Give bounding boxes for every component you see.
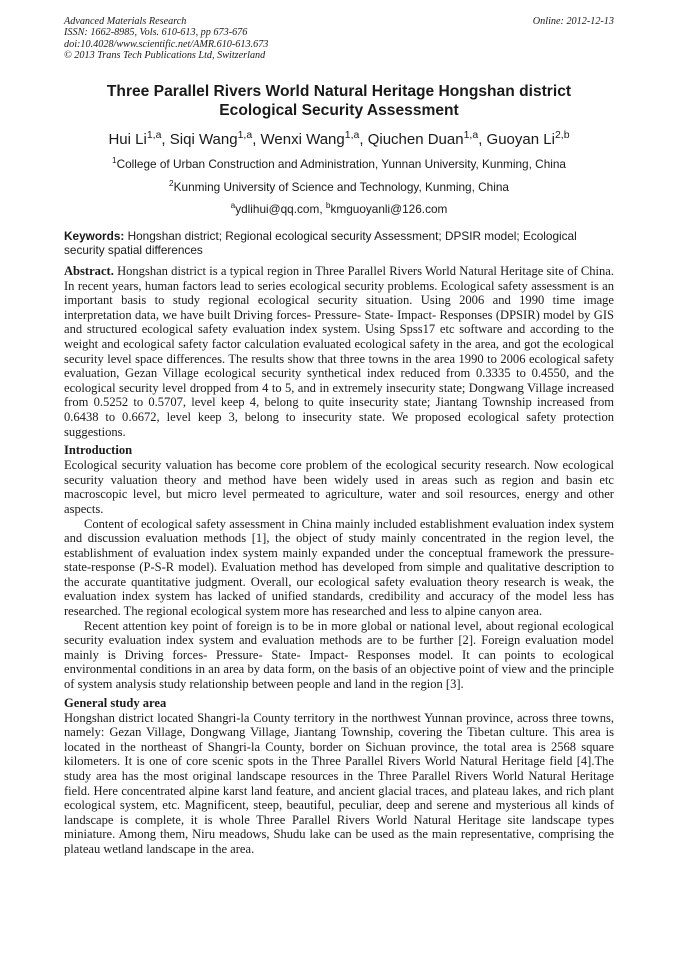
keywords bbox=[64, 229, 614, 257]
paper-title bbox=[64, 82, 614, 120]
author: Hui Li$^{1,a}$ bbox=[108, 129, 162, 148]
paper-body bbox=[64, 264, 614, 857]
author: Siqi Wang$^{1,a}$ bbox=[169, 129, 253, 148]
study-area-section bbox=[64, 695, 614, 857]
affiliation-1: $^1$College of Urban Construction and Administration, Yunnan University, Kunming, China bbox=[112, 156, 566, 171]
journal-name: Advanced Materials Research bbox=[64, 16, 187, 27]
section-heading: Introduction bbox=[64, 443, 133, 458]
abstract-label: Abstract. bbox=[64, 264, 114, 278]
doi-line: doi:10.4028/www.scientific.net/AMR.610-613.673 bbox=[64, 38, 269, 50]
paragraph: Recent attention key point of foreign is to be in more global or national level, about regional ecological security evaluation index system and evaluation methods are to be further [2]. Foreign evaluation model mainly is Driving forces- Pressure- State- Impact- Responses model. It can points to ecological environmental conditions in an area by data form, on the basis of an objective point of view and the principle of system analysis study relationship between people and land in the region [3]. bbox=[64, 618, 614, 692]
author-emails: $^a$ydlihui@qq.com, $^b$kmguoyanli@126.com bbox=[230, 201, 448, 216]
copyright-line: © 2013 Trans Tech Publications Ltd, Switzerland bbox=[64, 50, 266, 62]
author: Wenxi Wang$^{1,a}$ bbox=[260, 129, 360, 148]
author: Guoyan Li$^{2,b}$ bbox=[486, 129, 570, 148]
abstract bbox=[64, 264, 614, 439]
journal-header bbox=[64, 16, 424, 62]
email-link[interactable]: kmguoyanli@126.com bbox=[330, 202, 448, 216]
paragraph: Ecological security valuation has become core problem of the ecological security research. Now ecological security valuation theory and method have been widely used in areas such as region and basin etc macroscopic level, but micro level permeated to agriculture, water and soil resources, energy and other aspects. bbox=[64, 458, 614, 516]
keywords-text: Hongshan district; Regional ecological security Assessment; DPSIR model; Ecological security spatial differences bbox=[64, 229, 577, 257]
introduction-section bbox=[64, 442, 614, 692]
abstract-text: Hongshan district is a typical region in Three Parallel Rivers World Natural Heritage site of China. In recent years, human factors lead to series ecological security problems. Ecological safety assessment is an important basis to study regional ecological security situation. Using 2006 and 1990 time image interpretation data, we have built Driving forces- Pressure- State- Impact- Responses (DPSIR) model by GIS and structured ecological safety evaluation index system. Using Spss17 etc software and according to the weight and ecological safety factor calculation evaluated ecological safety in the area, and got the ecological security level space differences. The results show that three towns in the area 1990 to 2006 ecological safety evaluation, Gezan Village ecological security synthetical index reduced from 0.3335 to 0.4550, and the ecological security level dropped from 4 to 5, and in extremely insecurity state; Dongwang Village increased from 0.5252 to 0.5707, level keep 4, belong to quite insecurity state; Jiantang Township increased from 0.6438 to 0.6672, level keep 3, belong to insecurity state. We proposed ecological safety protection suggestions. bbox=[64, 264, 614, 439]
title-line-2: Ecological Security Assessment bbox=[219, 102, 459, 119]
email-link[interactable]: ydlihui@qq.com bbox=[235, 202, 320, 216]
author: Qiuchen Duan$^{1,a}$ bbox=[367, 129, 479, 148]
paragraph: Hongshan district located Shangri-la County territory in the northwest Yunnan province, across three towns, namely: Gezan Village, Dongwang Village, Jiantang Township, covering the Tibetan culture. This area is located in the northeast of Shangri-la County, border on Sichuan province, the total area is 2568 square kilometers. It is one of core scenic spots in the Three Parallel Rivers World Natural Heritage field [4].The study area has the most original landscape resources in the Three Parallel Rivers World Natural Heritage field. Here concentrated alpine karst land feature, and ancient glacial traces, and plateau lakes, and rich plant ecological system, etc. Magnificent, steep, beautiful, peculiar, deep and serene and mysterious all kinds of landscape is complete, it is whole Three Parallel Rivers World Natural Heritage site landscape types miniature. Among them, Niru meadows, Shudu lake can be used as the main representative, comprising the plateau wetland landscape in the area. bbox=[64, 710, 614, 856]
title-line-1: Three Parallel Rivers World Natural Heritage Hongshan district bbox=[106, 83, 572, 100]
issn-line: ISSN: 1662-8985, Vols. 610-613, pp 673-676 bbox=[64, 27, 248, 39]
author-list: Hui Li$^{1,a}$, Siqi Wang$^{1,a}$, Wenxi Wang$^{1,a}$, Qiuchen Duan$^{1,a}$, Guoyan Li$^{2,b}$ bbox=[108, 129, 570, 148]
affiliation-2: $^2$Kunming University of Science and Technology, Kunming, China bbox=[169, 179, 509, 194]
section-heading: General study area bbox=[64, 695, 167, 710]
keywords-label: Keywords: bbox=[64, 229, 125, 243]
online-date: Online: 2012-12-13 bbox=[532, 16, 614, 27]
paragraph: Content of ecological safety assessment in China mainly included establishment evaluation index system and discussion evaluation methods [1], the object of study mainly concentrated in the region level, the establishment of evaluation index system mainly expanded under the conceptual framework the pressure-state-response (P-S-R model). Evaluation method has developed from simple and qualitative description to the accurate quantitative judgment. Overall, our ecological safety evaluation theory research is weak, the evaluation index system has lacked of unified standards, credibility and accuracy of the model less has researched. The regional ecological system more has researched and less to alpine canyon area. bbox=[64, 516, 614, 619]
